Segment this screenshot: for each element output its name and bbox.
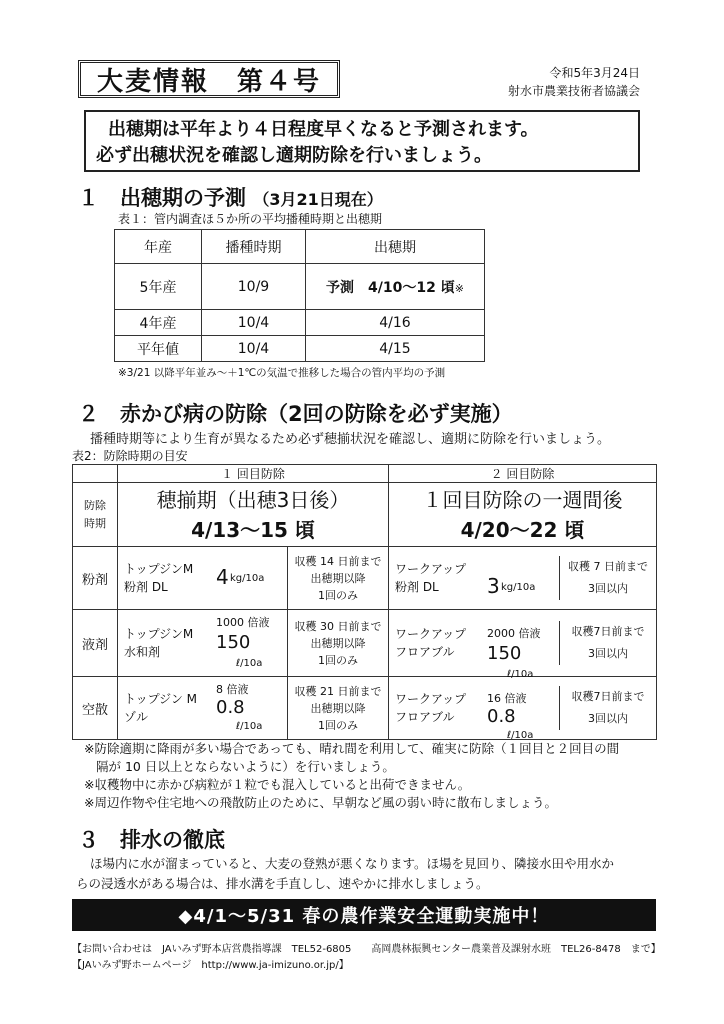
dose-amount: 150 [216, 632, 251, 653]
dose-unit: ℓ/10a [507, 730, 534, 741]
first-spray-product-cell [118, 547, 389, 610]
dilution-rate: 2000 倍液 [487, 627, 541, 640]
section2-intro: 播種時期等により生育が異なるため必ず穂揃状況を確認し、適期に防除を行いましょう。 [90, 432, 611, 447]
table1-cell: 4/16 [306, 310, 485, 336]
dilution-rate: 1000 倍液 [216, 616, 270, 629]
table2-caption: 表2：防除時期の目安 [72, 449, 188, 463]
table1-cell [306, 264, 485, 310]
dilution-rate: 8 倍液 [216, 683, 249, 696]
timing-title: 穂揃期（出穂3日後） [156, 487, 350, 512]
table1-caption: 表１：管内調査ほ５か所の平均播種時期と出穂期 [118, 212, 383, 226]
second-spray-label: ２ 回目防除 [389, 465, 657, 483]
use-condition: 収穫 21 日前まで 出穂期以降 1回のみ [287, 677, 388, 739]
table1-cell: 10/4 [202, 310, 306, 336]
table1-header: 出穂期 [306, 230, 485, 264]
dose-amount: 4 [216, 565, 229, 589]
timing-title: １回目防除の一週間後 [422, 487, 623, 512]
predicted-heading: 予測 4/10～12 頃 [326, 279, 455, 296]
homepage-link[interactable]: 【JAいみず野ホームページ http://www.ja-imizuno.or.jp/】 [72, 960, 349, 971]
notice-line-2: 必ず出穂状況を確認し適期防除を行いましょう。 [96, 145, 492, 166]
table1-cell: 4/15 [306, 336, 485, 362]
section3-heading: ３ 排水の徹底 [78, 828, 225, 852]
first-spray-timing [118, 483, 389, 547]
note-3: ※周辺作物や住宅地への飛散防止のために、早朝など風の弱い時に散布しましょう。 [84, 795, 557, 810]
table1-cell: 平年値 [115, 336, 202, 362]
table-row [115, 336, 485, 362]
section1-subtitle: （3月21日現在） [253, 190, 383, 209]
table1-cell: 10/4 [202, 336, 306, 362]
table1-cell: 5年産 [115, 264, 202, 310]
row-label-line: 防除 [84, 498, 106, 512]
first-spray-product-cell [118, 610, 389, 677]
formulation-label: 空散 [73, 677, 118, 740]
table-row [115, 264, 485, 310]
table-row [73, 547, 657, 610]
heading-prediction-table [114, 229, 485, 362]
table1-footnote: ※3/21 以降平年並み～＋1℃の気温で推移した場合の管内平均の予測 [118, 367, 446, 379]
dose-amount: 150 [487, 643, 522, 664]
dose-unit: kg/10a [501, 582, 536, 593]
dose-unit: ℓ/10a [507, 669, 534, 680]
product-name: トップジン M ゾル [124, 692, 198, 724]
table-row [115, 310, 485, 336]
dose [481, 621, 559, 680]
product-name: ワークアップ フロアブル [395, 627, 467, 659]
dose-unit: kg/10a [230, 573, 265, 584]
table1-cell: 4年産 [115, 310, 202, 336]
contact-info: 【お問い合わせは JAいみず野本店営農指導課 TEL52-6805 高岡農林振興センター農業普及課射水班 TEL26-8478 まで】 [72, 944, 661, 955]
dose [481, 556, 559, 600]
first-spray-product-cell [118, 677, 389, 740]
dose-amount: 3 [487, 574, 500, 598]
dose [481, 686, 559, 741]
dose-unit: ℓ/10a [236, 721, 263, 732]
issue-date: 令和5年3月24日 [549, 66, 640, 80]
footnote-mark: ※ [454, 281, 464, 295]
notice-box [84, 110, 640, 172]
table-row [73, 677, 657, 740]
dose [210, 547, 287, 609]
second-spray-timing [389, 483, 657, 547]
table1-cell: 10/9 [202, 264, 306, 310]
timing-date: 4/20～22 頃 [460, 517, 585, 542]
timing-date: 4/13～15 頃 [191, 517, 315, 542]
use-condition: 収穫 30 日前まで 出穂期以降 1回のみ [287, 610, 388, 676]
use-condition: 収穫7日前まで 3回以内 [559, 621, 656, 665]
use-condition: 収穫7日前まで 3回以内 [559, 686, 656, 730]
formulation-label: 液剤 [73, 610, 118, 677]
dose [210, 677, 287, 739]
spray-timing-table [72, 464, 657, 740]
second-spray-product-cell [389, 610, 657, 680]
row-label-line: 時期 [84, 516, 106, 530]
table-row [73, 610, 657, 677]
second-spray-product-cell [389, 547, 657, 610]
notice-line-1: 出穂期は平年より４日程度早くなると予測されます。 [108, 119, 539, 140]
formulation-label: 粉剤 [73, 547, 118, 610]
section2-heading: ２ 赤かび病の防除（2回の防除を必ず実施） [78, 402, 513, 426]
safety-campaign-banner: ◆4/1～5/31 春の農作業安全運動実施中！ [72, 899, 656, 931]
dose-unit: ℓ/10a [236, 658, 263, 669]
organization: 射水市農業技術者協議会 [507, 84, 640, 98]
first-spray-label: １ 回目防除 [118, 465, 389, 483]
dose-amount: 0.8 [487, 706, 516, 727]
note-1-cont: 隔が 10 日以上とならないように）を行いましょう。 [96, 759, 395, 774]
product-name: ワークアップ 粉剤 DL [395, 562, 467, 594]
section1-title: １ 出穂期の予測 [78, 186, 246, 210]
corner-cell [73, 465, 118, 483]
section3-body-2: らの浸透水がある場合は、排水溝を手直しし、速やかに排水しましょう。 [76, 876, 489, 891]
product-name: ワークアップ フロアブル [395, 692, 467, 724]
note-1: ※防除適期に降雨が多い場合であっても、晴れ間を利用して、確実に防除（１回目と２回目の間 [84, 741, 620, 756]
dilution-rate: 16 倍液 [487, 692, 527, 705]
second-spray-product-cell [389, 677, 657, 740]
note-2: ※収穫物中に赤かび病粒が１粒でも混入していると出荷できません。 [84, 777, 471, 792]
section1-heading [78, 182, 383, 212]
use-condition: 収穫 14 日前まで 出穂期以降 1回のみ [287, 547, 388, 609]
dose-amount: 0.8 [216, 697, 245, 718]
table-row [73, 483, 657, 547]
page-title: 大麦情報 第４号 [78, 60, 340, 98]
use-condition: 収穫 7 日前まで 3回以内 [559, 556, 656, 600]
dose [210, 610, 287, 676]
product-name: トップジンM 粉剤 DL [124, 562, 194, 594]
product-name: トップジンM 水和剤 [124, 627, 194, 659]
section3-body-1: ほ場内に水が溜まっていると、大麦の登熟が悪くなります。ほ場を見回り、隣接水田や用水か [90, 856, 615, 871]
timing-row-label [73, 483, 118, 547]
table1-header: 播種時期 [202, 230, 306, 264]
table1-header: 年産 [115, 230, 202, 264]
